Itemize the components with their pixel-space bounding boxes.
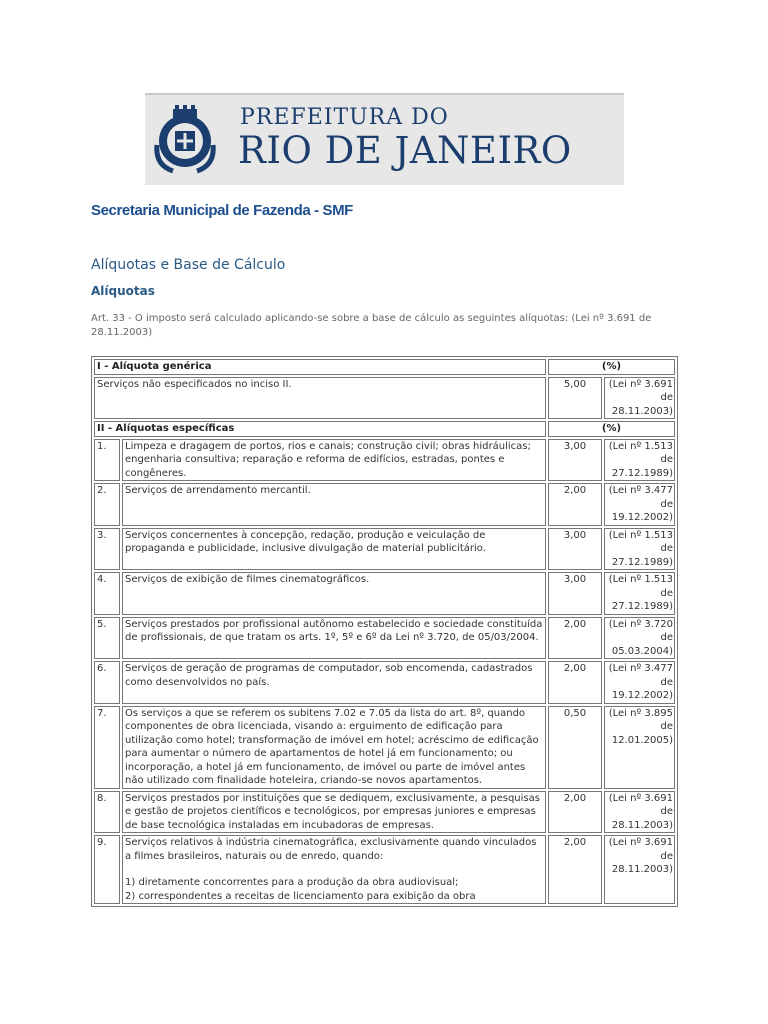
row-rate: 2,00 <box>548 791 602 834</box>
row-description: Serviços relativos à indústria cinematográfica, exclusivamente quando vinculados a filmes brasileiros, naturais ou de enredo, quando: <box>125 837 537 862</box>
rates-table <box>91 356 678 907</box>
row-rate: 0,50 <box>548 706 602 789</box>
row-law: (Lei nº 1.513 de 27.12.1989) <box>604 439 675 482</box>
department-title: Secretaria Municipal de Fazenda - SMF <box>91 202 353 219</box>
row-description-cell <box>122 835 546 904</box>
specific-header: II - Alíquotas específicas <box>94 421 546 437</box>
generic-description: Serviços não especificados no inciso II. <box>94 377 546 420</box>
row-law: (Lei nº 3.477 de 19.12.2002) <box>604 483 675 526</box>
row-number: 9. <box>94 835 120 904</box>
row-number: 4. <box>94 572 120 615</box>
generic-header: I - Alíquota genérica <box>94 359 546 375</box>
row-rate: 3,00 <box>548 439 602 482</box>
row-law: (Lei nº 1.513 de 27.12.1989) <box>604 572 675 615</box>
section-title: Alíquotas <box>91 284 155 298</box>
header-banner <box>145 93 624 185</box>
row-number: 3. <box>94 528 120 571</box>
table-row <box>94 617 675 660</box>
table-row <box>94 439 675 482</box>
table-row <box>94 706 675 789</box>
table-row <box>94 528 675 571</box>
row-description: Serviços de geração de programas de computador, sob encomenda, cadastrados como desenvolvidos no país. <box>122 661 546 704</box>
logo-line-2: RIO DE JANEIRO <box>238 129 572 172</box>
row-number: 2. <box>94 483 120 526</box>
specific-header-row <box>94 421 675 437</box>
row-rate: 2,00 <box>548 835 602 904</box>
generic-row <box>94 377 675 420</box>
row-rate: 2,00 <box>548 483 602 526</box>
row-description: Os serviços a que se referem os subitens 7.02 e 7.05 da lista do art. 8º, quando componentes de obra licenciada, visando a: erguimento de edificação para utilização como hotel; transformação de imóvel em hotel; acréscimo de edificação para aumentar o número de apartamentos de hotel já em funcionamento; ou incorporação, a hotel já em funcionamento, de imóvel ou parte de imóvel antes não utilizado com finalidade hoteleira, criando-se novos apartamentos. <box>122 706 546 789</box>
intro-paragraph: Art. 33 - O imposto será calculado aplicando-se sobre a base de cálculo as seguintes alíquotas: (Lei nº 3.691 de 28.11.2003) <box>91 313 652 338</box>
row-rate: 3,00 <box>548 528 602 571</box>
row-subitem-1: 1) diretamente concorrentes para a produção da obra audiovisual; <box>125 877 459 888</box>
table-row <box>94 483 675 526</box>
row-number: 8. <box>94 791 120 834</box>
table-row <box>94 791 675 834</box>
specific-pct-header: (%) <box>548 421 675 437</box>
row-number: 7. <box>94 706 120 789</box>
generic-header-row <box>94 359 675 375</box>
row-number: 5. <box>94 617 120 660</box>
row-number: 6. <box>94 661 120 704</box>
generic-pct-header: (%) <box>548 359 675 375</box>
generic-rate: 5,00 <box>548 377 602 420</box>
row-law: (Lei nº 3.691 de 28.11.2003) <box>604 791 675 834</box>
row-rate: 3,00 <box>548 572 602 615</box>
table-row <box>94 661 675 704</box>
logo-line-1: PREFEITURA DO <box>240 105 449 130</box>
city-crest-icon <box>153 105 217 175</box>
row-law: (Lei nº 3.691 de 28.11.2003) <box>604 835 675 904</box>
row-description: Serviços de arrendamento mercantil. <box>122 483 546 526</box>
row-rate: 2,00 <box>548 661 602 704</box>
row-description: Serviços de exibição de filmes cinematográficos. <box>122 572 546 615</box>
generic-law: (Lei nº 3.691 de 28.11.2003) <box>604 377 675 420</box>
row-rate: 2,00 <box>548 617 602 660</box>
row-description: Serviços concernentes à concepção, redação, produção e veiculação de propaganda e publicidade, inclusive divulgação de material publicitário. <box>122 528 546 571</box>
row-law: (Lei nº 3.477 de 19.12.2002) <box>604 661 675 704</box>
row-subitem-2: 2) correspondentes a receitas de licenciamento para exibição da obra <box>125 890 476 902</box>
row-law: (Lei nº 1.513 de 27.12.1989) <box>604 528 675 571</box>
row-description: Serviços prestados por profissional autônomo estabelecido e sociedade constituída de profissionais, de que tratam os arts. 1º, 5º e 6º da Lei nº 3.720, de 05/03/2004. <box>122 617 546 660</box>
row-number: 1. <box>94 439 120 482</box>
table-row <box>94 572 675 615</box>
row-law: (Lei nº 3.720 de 05.03.2004) <box>604 617 675 660</box>
row-description: Limpeza e dragagem de portos, rios e canais; construção civil; obras hidráulicas; engenharia consultiva; reparação e reforma de edifícios, estradas, pontes e congêneres. <box>122 439 546 482</box>
row-description: Serviços prestados por instituições que se dediquem, exclusivamente, a pesquisas e gestão de projetos científicos e tecnológicos, por empresas juniores e empresas de base tecnológica instaladas em incubadoras de empresas. <box>122 791 546 834</box>
table-row <box>94 835 675 904</box>
row-law: (Lei nº 3.895 de 12.01.2005) <box>604 706 675 789</box>
page-title: Alíquotas e Base de Cálculo <box>91 257 286 273</box>
